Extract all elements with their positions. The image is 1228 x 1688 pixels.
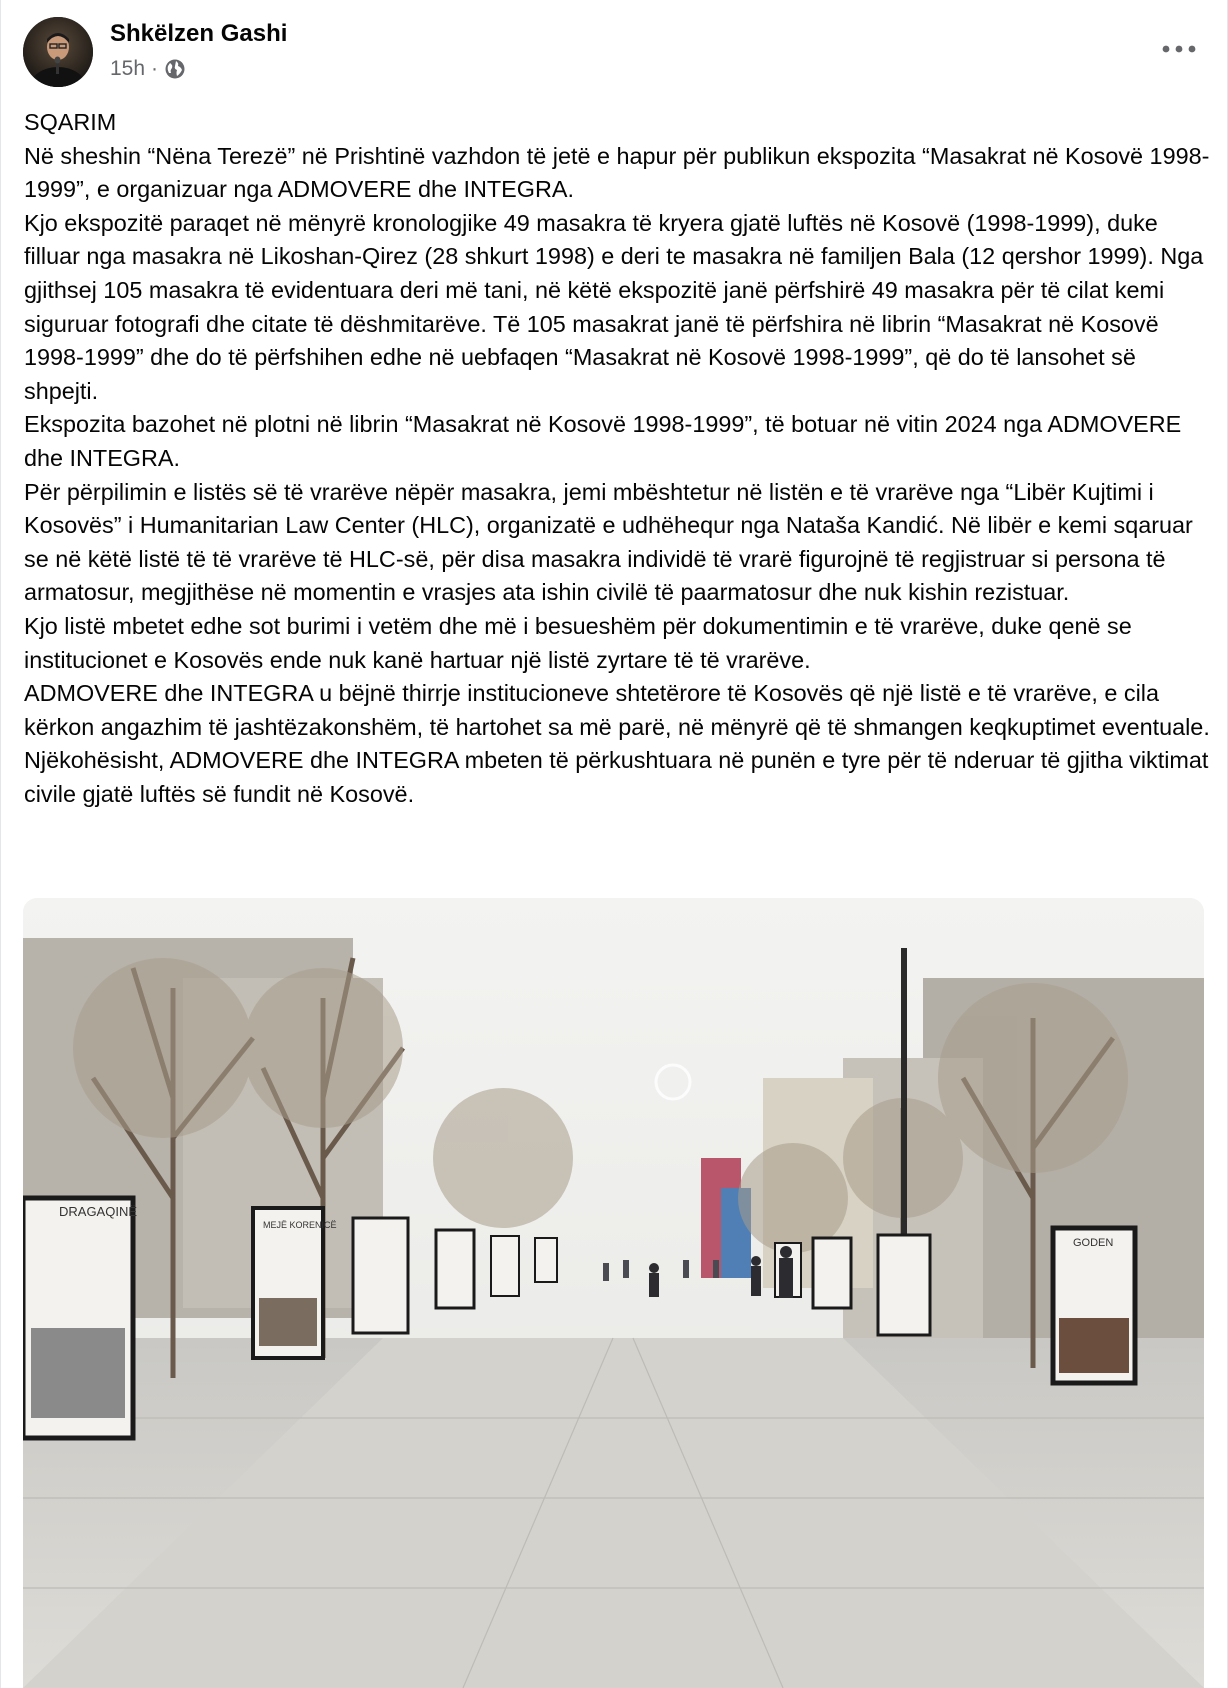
- panel-title: MEJË KORENICË: [263, 1220, 337, 1230]
- meta-separator: ·: [151, 57, 159, 80]
- author-name[interactable]: Shkëlzen Gashi: [110, 20, 288, 47]
- avatar[interactable]: [23, 17, 93, 87]
- post-header: [23, 17, 1205, 87]
- panel-title: DRAGAQINË: [59, 1204, 138, 1219]
- post-paragraph: Kjo ekspozitë paraqet në mënyrë kronologjike 49 masakra të kryera gjatë luftës në Kosovë (1998-1999), duke filluar nga masakra në Likoshan-Qirez (28 shkurt 1998) e deri te masakra në familjen Bala (12 qershor 1999). Nga gjithsej 105 masakra të evidentuara deri më tani, në këtë ekspozitë janë përfshirë 49 masakra për të cilat kemi siguruar fotografi dhe citate të dëshmitarëve. Të 105 masakrat janë të përfshira në librin “Masakrat në Kosovë 1998-1999” dhe do të përfshihen edhe në uebfaqen “Masakrat në Kosovë 1998-1999”, që do të lansohet së shpejti.: [24, 209, 1204, 404]
- post-paragraph: Ekspozita bazohet në plotni në librin “Masakrat në Kosovë 1998-1999”, të botuar në vitin 2024 nga ADMOVERE dhe INTEGRA.: [24, 411, 1182, 471]
- post-paragraph: ADMOVERE dhe INTEGRA u bëjnë thirrje institucioneve shtetërore të Kosovës që një listë e të vrarëve, e cila kërkon angazhim të jashtëzakonshëm, të hartohet sa më parë, në mënyrë që të shmangen keqkuptimet eventuale.: [24, 680, 1210, 740]
- more-options-button[interactable]: [1153, 29, 1205, 69]
- post-paragraph-title: SQARIM: [24, 109, 117, 135]
- post-meta: [110, 57, 186, 81]
- post-paragraph: Kjo listë mbetet edhe sot burimi i vetëm dhe më i besueshëm për dokumentimin e të vrarëve, duke qenë se institucionet e Kosovës ende nuk kanë hartuar një listë zyrtare të të vrarëve.: [24, 612, 1132, 673]
- post-body: [24, 106, 1214, 811]
- post-paragraph: Për përpilimin e listës së të vrarëve nëpër masakra, jemi mbështetur në listën e të vrarëve nga “Libër Kujtimi i Kosovës” i Humanitarian Law Center (HLC), organizatë e udhëhequr nga Nataša Kandić. Në libër e kemi sqaruar se në këtë listë të të vrarëve të HLC-së, për disa masakra individë të vrarë figurojnë të regjistruar si persona të armatosur, megjithëse në momentin e vrasjes ata ishin civilë të paarmatosur dhe nuk kishin rezistuar.: [24, 478, 1193, 606]
- post-photo[interactable]: [23, 898, 1204, 1688]
- panel-left: [23, 1198, 137, 1438]
- post-time[interactable]: 15h: [110, 57, 146, 80]
- globe-icon[interactable]: [164, 58, 186, 80]
- more-options-icon: [1162, 45, 1196, 53]
- card-border-left: [0, 0, 1, 1688]
- panel-title: GODEN: [1073, 1237, 1114, 1249]
- post-paragraph: Në sheshin “Nëna Terezë” në Prishtinë vazhdon të jetë e hapur për publikun ekspozita “Masakrat në Kosovë 1998-1999”, e organizuar nga ADMOVERE dhe INTEGRA.: [24, 142, 1210, 203]
- exhibition-street-photo: [23, 898, 1204, 1688]
- post-paragraph: Njëkohësisht, ADMOVERE dhe INTEGRA mbeten të përkushtuara në punën e tyre për të nderuar të gjitha viktimat civile gjatë luftës së fundit në Kosovë.: [24, 747, 1209, 807]
